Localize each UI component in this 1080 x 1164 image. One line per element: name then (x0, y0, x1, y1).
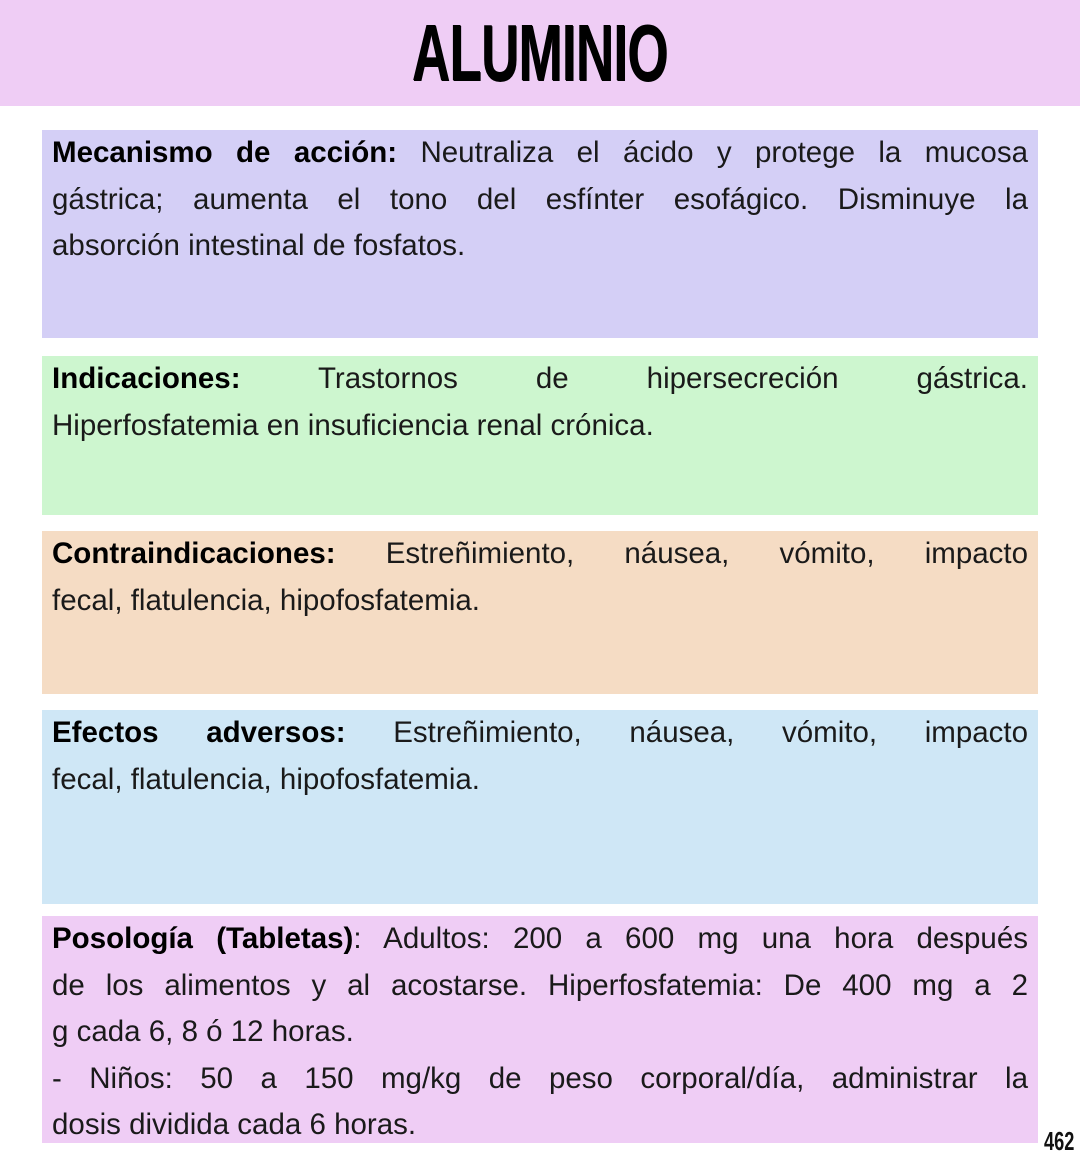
title-banner (0, 0, 1080, 106)
section-line: de los alimentos y al acostarse. Hiperfosfatemia: De 400 mg a 2 (52, 968, 1028, 1002)
section-contraindicaciones (42, 531, 1038, 694)
section-line: fecal, flatulencia, hipofosfatemia. (52, 762, 480, 796)
section-line: absorción intestinal de fosfatos. (52, 229, 466, 262)
section-line: Mecanismo de acción: Neutraliza el ácido y protege la mucosa (52, 136, 1028, 169)
page-number: 462 (1043, 1126, 1074, 1156)
section-efectos-adversos (42, 710, 1038, 904)
section-indicaciones (42, 356, 1038, 515)
section-line: dosis dividida cada 6 horas. (52, 1108, 417, 1141)
section-line: Indicaciones: Trastornos de hipersecreción gástrica. (52, 362, 1028, 395)
section-label: Mecanismo de acción: (52, 136, 398, 169)
section-label: Contraindicaciones: (52, 537, 336, 570)
section-label: Indicaciones: (52, 362, 241, 395)
section-line: Posología (Tabletas): Adultos: 200 a 600 mg una hora después (52, 922, 1028, 955)
section-line: - Niños: 50 a 150 mg/kg de peso corporal/día, administrar la (52, 1061, 1028, 1095)
section-line: g cada 6, 8 ó 12 horas. (52, 1015, 354, 1048)
section-mecanismo (42, 130, 1038, 338)
section-line: gástrica; aumenta el tono del esfínter esofágico. Disminuye la (52, 182, 1028, 216)
section-label: Posología (Tabletas) (52, 922, 354, 955)
section-line: Contraindicaciones: Estreñimiento, náusea, vómito, impacto (52, 537, 1028, 570)
section-line: Efectos adversos: Estreñimiento, náusea, vómito, impacto (52, 716, 1028, 749)
section-label: Efectos adversos: (52, 716, 346, 749)
page-title: ALUMINIO (412, 8, 668, 97)
section-line: fecal, flatulencia, hipofosfatemia. (52, 583, 480, 617)
section-posologia (42, 916, 1038, 1143)
section-line: Hiperfosfatemia en insuficiencia renal crónica. (52, 408, 654, 442)
